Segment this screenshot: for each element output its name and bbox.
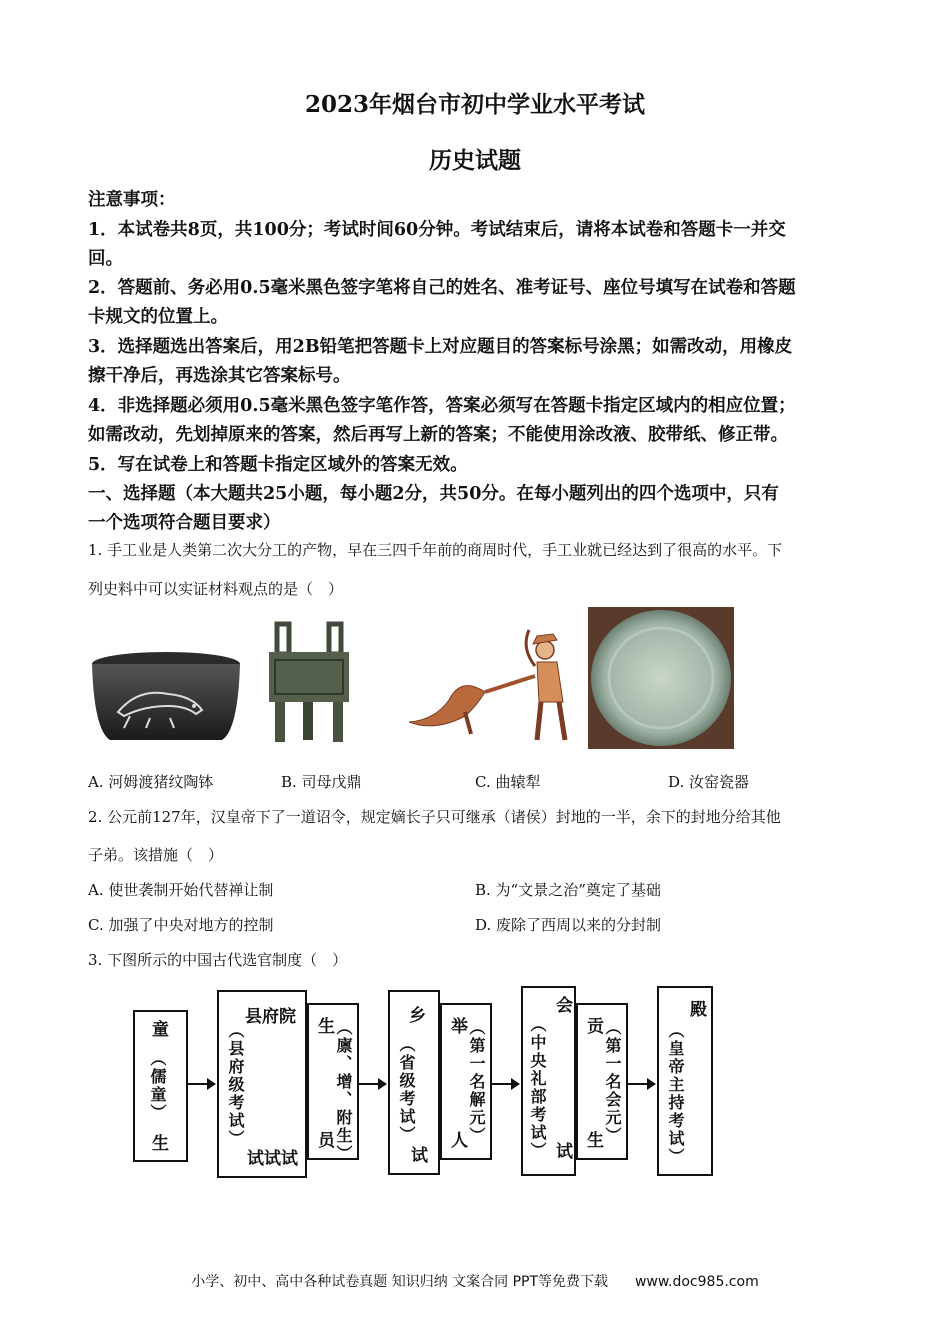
diagram-arrow — [628, 1083, 654, 1085]
diagram-label: 乡 — [405, 1006, 425, 1025]
diagram-label: （廪、增、附生） — [334, 1019, 353, 1163]
notice-line: 回。 — [88, 249, 123, 269]
footer — [0, 1271, 950, 1291]
diagram-label: 会 — [552, 996, 572, 1015]
diagram-label: 生 — [148, 1134, 168, 1153]
q1-stem: 1. 手工业是人类第二次大分工的产物，早在三四千年前的商周时代，手工业就已经达到了很高的水平。下 — [88, 541, 783, 559]
notice-line: 2．答题前、务必用0.5毫米黑色签字笔将自己的姓名、准考证号、座位号填写在试卷和答题 — [88, 278, 796, 298]
diagram-label: 人 — [447, 1131, 467, 1150]
diagram-box-huishi — [521, 986, 576, 1176]
diagram-label: （儒童） — [148, 1050, 167, 1122]
notice-line: 擦干净后，再选涂其它答案标号。 — [88, 366, 351, 386]
diagram-label: （省级考试） — [397, 1036, 416, 1144]
q2-option-c[interactable]: C. 加强了中央对地方的控制 — [88, 916, 274, 934]
q2-stem: 2. 公元前127年，汉皇帝下了一道诏令，规定嫡长子只可继承（诸侯）封地的一半，余下的封地分给其他 — [88, 808, 781, 826]
diagram-box-xiangshi — [388, 990, 440, 1175]
section-heading: 一、选择题（本大题共25小题，每小题2分，共50分。在每小题列出的四个选项中，只有 — [88, 484, 779, 504]
notice-line: 4．非选择题必须用0.5毫米黑色签字笔作答，答案必须写在答题卡指定区域内的相应位置； — [88, 396, 796, 416]
q2-stem: 子弟。该措施（ ） — [88, 846, 224, 864]
diagram-label: （县府级考试） — [226, 1022, 245, 1148]
diagram-label: （皇帝主持考试） — [666, 1022, 685, 1166]
diagram-box-juren — [440, 1003, 492, 1160]
diagram-label: 试试试 — [247, 1149, 298, 1169]
plough-image — [405, 616, 577, 744]
q1-option-b[interactable]: B. 司母戊鼎 — [281, 773, 362, 791]
diagram-label: 举 — [447, 1017, 467, 1036]
q2-option-d[interactable]: D. 废除了西周以来的分封制 — [475, 916, 662, 934]
diagram-label: 试 — [552, 1142, 572, 1161]
notice-line: 1．本试卷共8页，共100分；考试时间60分钟。考试结束后，请将本试卷和答题卡一并交 — [88, 220, 786, 240]
diagram-label: 生 — [314, 1017, 334, 1036]
q1-option-c[interactable]: C. 曲辕犁 — [475, 773, 541, 791]
pottery-bowl-image — [90, 650, 242, 745]
diagram-box-tongsheng — [133, 1010, 188, 1162]
q3-stem: 3. 下图所示的中国古代选官制度（ ） — [88, 951, 348, 969]
q1-stem: 列史料中可以实证材料观点的是（ ） — [88, 580, 344, 598]
notice-line: 3．选择题选出答案后，用2B铅笔把答题卡上对应题目的答案标号涂黑；如需改动，用橡皮 — [88, 337, 793, 357]
q1-option-a[interactable]: A. 河姆渡猪纹陶钵 — [88, 773, 214, 791]
footer-text: 小学、初中、高中各种试卷真题 知识归纳 文案合同 PPT等免费下载 — [191, 1274, 609, 1290]
diagram-arrow — [359, 1083, 385, 1085]
notice-heading: 注意事项： — [88, 190, 176, 210]
diagram-label: 童 — [148, 1020, 168, 1039]
diagram-label: （中央礼部考试） — [528, 1016, 547, 1160]
diagram-box-gongsheng — [576, 1003, 628, 1160]
diagram-label: 员 — [314, 1131, 334, 1150]
q1-option-d[interactable]: D. 汝窑瓷器 — [668, 773, 750, 791]
diagram-label: 试 — [407, 1146, 427, 1165]
notice-line: 如需改动，先划掉原来的答案，然后再写上新的答案；不能使用涂改液、胶带纸、修正带。 — [88, 425, 788, 445]
exam-title: 2023年烟台市初中学业水平考试 — [304, 91, 645, 118]
exam-subtitle: 历史试题 — [429, 147, 521, 174]
diagram-box-xianfu — [217, 990, 307, 1178]
ru-porcelain-image — [588, 607, 734, 749]
diagram-label: （第一名解元） — [467, 1019, 486, 1145]
q2-option-b[interactable]: B. 为“文景之治”奠定了基础 — [475, 881, 661, 899]
notice-line: 卡规文的位置上。 — [88, 307, 228, 327]
diagram-label: 殿 — [686, 1000, 706, 1019]
notice-line: 5．写在试卷上和答题卡指定区域外的答案无效。 — [88, 455, 468, 475]
diagram-label: 生 — [583, 1131, 603, 1150]
diagram-label: 贡 — [583, 1017, 603, 1036]
footer-site-link[interactable]: www.doc985.com — [634, 1274, 759, 1290]
diagram-label: 县府院 — [245, 1007, 296, 1027]
diagram-box-dianshi — [657, 986, 713, 1176]
section-heading: 一个选项符合题目要求） — [88, 513, 281, 533]
diagram-arrow — [188, 1083, 214, 1085]
diagram-box-shengyuan — [307, 1003, 359, 1163]
diagram-arrow — [492, 1083, 518, 1085]
q2-option-a[interactable]: A. 使世袭制开始代替禅让制 — [88, 881, 274, 899]
diagram-label: （第一名会元） — [603, 1019, 622, 1145]
bronze-ding-image — [265, 620, 353, 745]
